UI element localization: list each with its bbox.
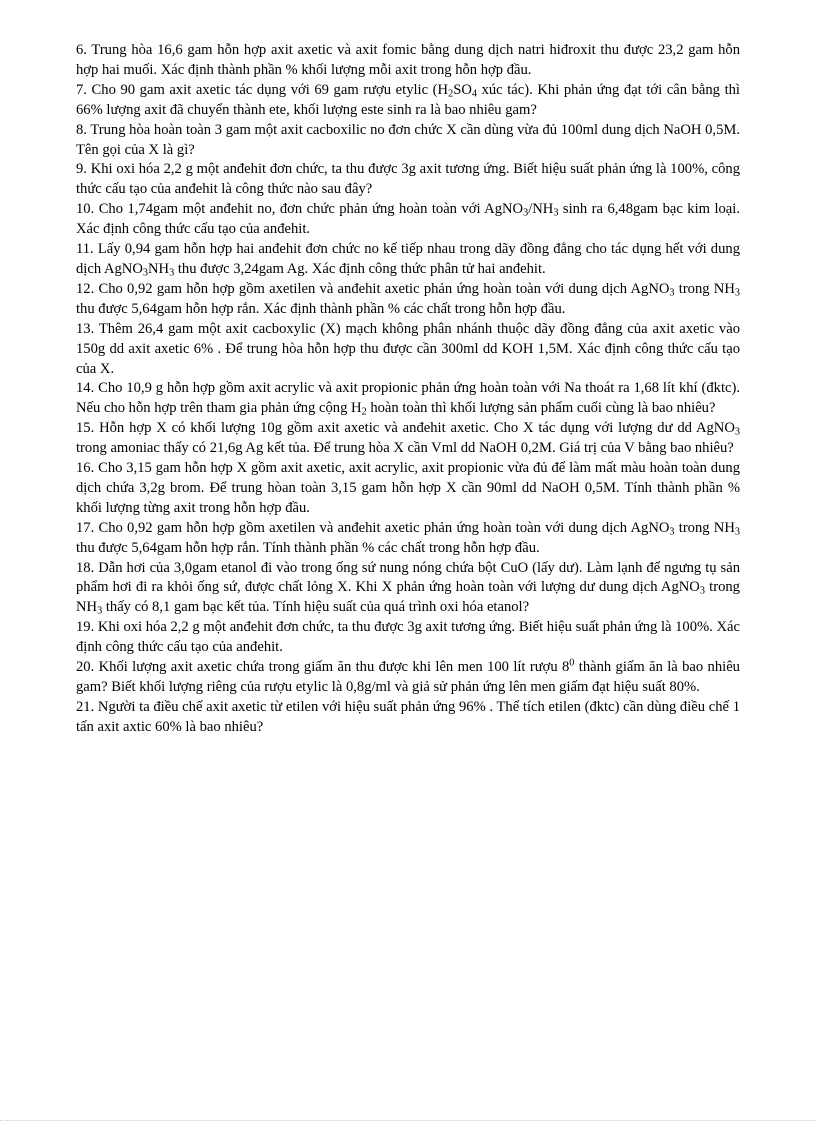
question-17: 17. Cho 0,92 gam hỗn hợp gồm axetilen và anđehit axetic phản ứng hoàn toàn với dung dịch AgNO$_3$ trong $NH_3$ thu được 5,64gam hỗn hợp rắn. Tính thành phần % các chất trong hỗn hợp đầu. [76,519,740,556]
question-7: 7. Cho 90 gam axit axetic tác dụng với 69 gam rượu etylic ($H_2SO_4$ xúc tác). Khi phản ứng đạt tới cân bằng thì 66% lượng axit đã chuyển thành ete, khối lượng este sinh ra là bao nhiêu gam? [76,81,740,118]
page-edge-divider [0,1120,816,1121]
question-21: 21. Người ta điều chế axit axetic từ etilen với hiệu suất phản ứng 96% . Thể tích etilen (đktc) cần dùng điều chế 1 tấn axit axtic 60% là bao nhiêu? [76,698,740,735]
question-14: 14. Cho 10,9 g hỗn hợp gồm axit acrylic và axit propionic phản ứng hoàn toàn với Na thoát ra 1,68 lít khí (đktc). Nếu cho hỗn hợp trên tham gia phản ứng cộng $H_2$ hoàn toàn thì khối lượng sản phẩm cuối cùng là bao nhiêu? [76,380,740,418]
question-12: 12. Cho 0,92 gam hỗn hợp gồm axetilen và anđehit axetic phản ứng hoàn toàn với dung dịch AgNO$_3$ trong $NH_3$ thu được 5,64gam hỗn hợp rắn. Xác định thành phần % các chất trong hỗn hợp đầu. [76,280,740,317]
question-8: 8. Trung hòa hoàn toàn 3 gam một axit cacboxilic no đơn chức X cần dùng vừa đủ 100ml dung dịch NaOH 0,5M. Tên gọi của X là gì? [76,121,740,158]
question-19: 19. Khi oxi hóa 2,2 g một anđehit đơn chức, ta thu được 3g axit tương ứng. Biết hiệu suất phản ứng là 100%. Xác định công thức cấu tạo của anđehit. [76,619,740,656]
question-18: 18. Dẫn hơi của 3,0gam etanol đi vào trong ống sứ nung nóng chứa bột CuO (lấy dư). Làm lạnh để ngưng tụ sản phẩm hơi đi ra khỏi ống sứ, được chất lỏng X. Khi X phản ứng hoàn toàn với lượng dư dung dịch AgNO$_3$ trong $NH_3$ thấy có 8,1 gam bạc kết tủa. Tính hiệu suất của quá trình oxi hóa etanol? [76,559,740,617]
question-16: 16. Cho 3,15 gam hỗn hợp X gồm axit axetic, axit acrylic, axit propionic vừa đủ để làm mất màu hoàn toàn dung dịch chứa 3,2g brom. Để trung hòan toàn 3,15 gam hỗn hợp X cần 90ml dd NaOH 0,5M. Tính thành phần % khối lượng từng axit trong hỗn hợp đầu. [76,460,740,516]
question-13: 13. Thêm 26,4 gam một axit cacboxylic (X) mạch không phân nhánh thuộc dãy đồng đẳng của axit axetic vào 150g dd axit axetic 6% . Để trung hòa hỗn hợp thu được cần 300ml dd KOH 1,5M. Xác định công thức cấu tạo của X. [76,320,740,377]
question-6: 6. Trung hòa 16,6 gam hỗn hợp axit axetic và axit fomic bằng dung dịch natri hiđroxit thu được 23,2 gam hỗn hợp hai muối. Xác định thành phần % khối lượng mỗi axit trong hỗn hợp đầu. [76,42,740,78]
question-9: 9. Khi oxi hóa 2,2 g một anđehit đơn chức, ta thu được 3g axit tương ứng. Biết hiệu suất phản ứng là 100%, công thức cấu tạo của anđehit là công thức nào sau đây? [76,161,740,198]
question-20: 20. Khối lượng axit axetic chứa trong giấm ăn thu được khi lên men 100 lít rượu $8^0$ thành giấm ăn là bao nhiêu gam? Biết khối lượng riêng của rượu etylic là 0,8g/ml và giả sử phản ứng lên men giấm đạt hiệu suất 80%. [76,657,740,695]
question-11: 11. Lấy 0,94 gam hỗn hợp hai anđehit đơn chức no kế tiếp nhau trong dãy đồng đẳng cho tác dụng hết với dung dịch $AgNO_3NH_3$ thu được 3,24gam Ag. Xác định công thức phân tử hai anđehit. [76,241,740,279]
question-10: 10. Cho 1,74gam một anđehit no, đơn chức phản ứng hoàn toàn với $AgNO_3/NH_3$ sinh ra 6,48gam bạc kim loại. Xác định công thức cấu tạo của anđehit. [76,201,740,238]
document-body [76,41,740,738]
question-15: 15. Hỗn hợp X có khối lượng 10g gồm axit axetic và anđehit axetic. Cho X tác dụng với lượng dư dd AgNO$_3$ trong amoniac thấy có 21,6g Ag kết tủa. Để trung hòa X cần Vml dd NaOH 0,2M. Giá trị của V bằng bao nhiêu? [76,420,740,457]
